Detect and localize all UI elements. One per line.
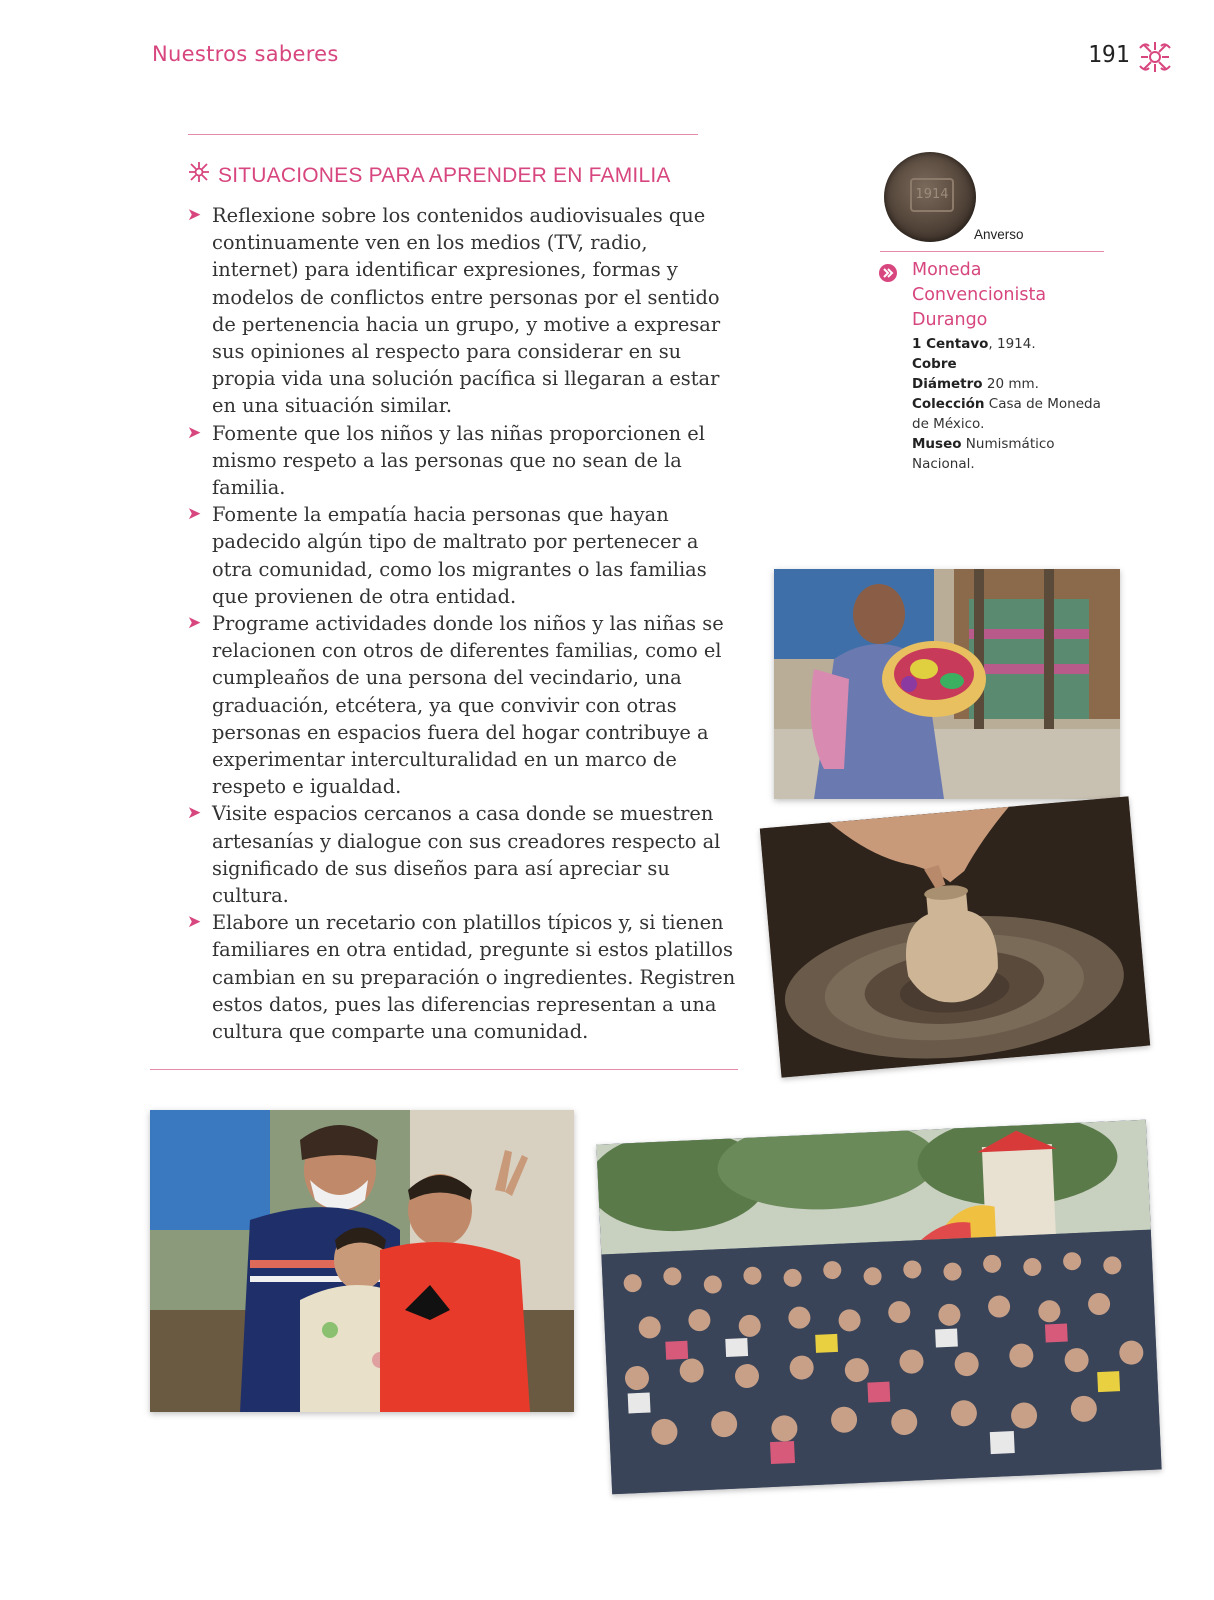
collection-value: Casa de Moneda de México. <box>912 396 1101 432</box>
pottery-wheel-photo <box>760 796 1150 1077</box>
museum-value: Numismático Nacional. <box>912 436 1055 472</box>
diameter-label: Diámetro <box>912 376 983 392</box>
list-item-text: Fomente que los niños y las niñas proporcionen el mismo respeto a las personas que no sean de la familia. <box>212 421 705 500</box>
museum-label: Museo <box>912 436 962 452</box>
section-bottom-rule <box>150 1069 738 1070</box>
running-head: Nuestros saberes <box>152 42 339 66</box>
caption-rule <box>880 251 1104 252</box>
arrow-icon: ➤ <box>187 422 202 443</box>
artisan-painting-photo <box>774 569 1120 799</box>
floral-ornament-icon <box>187 160 211 184</box>
diameter-value: 20 mm. <box>982 376 1039 392</box>
recommendations-list <box>186 202 738 1045</box>
list-item-text: Visite espacios cercanos a casa donde se muestren artesanías y dialogue con sus creadores respecto al significado de sus diseños para así apreciar su cultura. <box>212 802 721 908</box>
arrow-icon: ➤ <box>187 613 202 634</box>
list-item-text: Elabore un recetario con platillos típicos y, si tienen familiares en otra entidad, pregunte si estos platillos cambian en su preparación o ingredientes. Registren estos datos, pues las diferencias representan a una cultura que comparte una comunidad. <box>212 911 736 1044</box>
list-item <box>186 202 738 420</box>
list-item-text: Reflexione sobre los contenidos audiovisuales que continuamente ven en los medios (TV, radio, internet) para identificar expresiones, formas y modelos de conflictos entre personas por el sentido de pertenencia hacia un grupo, y motive a expresar sus opiniones al respecto para considerar en su propia vida una solución pacífica si llegaran a estar en una situación similar. <box>212 204 721 418</box>
list-item <box>186 610 738 800</box>
list-item <box>186 909 738 1045</box>
denomination-label: 1 Centavo <box>912 336 989 352</box>
community-crowd-photo <box>596 1120 1161 1495</box>
list-item <box>186 420 738 502</box>
list-item-text: Fomente la empatía hacia personas que hayan padecido algún tipo de maltrato por pertenecer a otra comunidad, como los migrantes o las familias que provienen de otra entidad. <box>212 503 707 608</box>
collection-label: Colección <box>912 396 985 412</box>
denomination-value: , 1914. <box>988 336 1036 352</box>
section-title: SITUACIONES PARA APRENDER EN FAMILIA <box>218 164 671 187</box>
arrow-icon: ➤ <box>187 205 202 225</box>
arrow-icon: ➤ <box>187 912 202 933</box>
arrow-icon: ➤ <box>187 803 202 824</box>
coin-caption-title: Moneda Convencionista Durango <box>912 260 1047 330</box>
arrow-icon: ➤ <box>187 504 202 525</box>
list-item <box>186 501 738 610</box>
children-photo <box>150 1110 574 1412</box>
coin-inscription: 1914 <box>910 178 954 212</box>
list-item-text: Programe actividades donde los niños y las niñas se relacionen con otros de diferentes familias, como el cumpleaños de una persona del vecindario, una graduación, etcétera, ya que convivir con otras personas en espacios fuera del hogar contribuye a experimentar interculturalidad en un marco de respeto e igualdad. <box>212 612 724 799</box>
material: Cobre <box>912 356 957 372</box>
coin-side-label: Anverso <box>974 227 1024 242</box>
floral-ornament-icon <box>1137 38 1173 76</box>
coin-caption-body <box>912 334 1112 474</box>
page-number: 191 <box>1088 42 1130 68</box>
list-item <box>186 800 738 909</box>
double-chevron-icon <box>878 263 898 283</box>
section-top-rule <box>188 134 698 135</box>
